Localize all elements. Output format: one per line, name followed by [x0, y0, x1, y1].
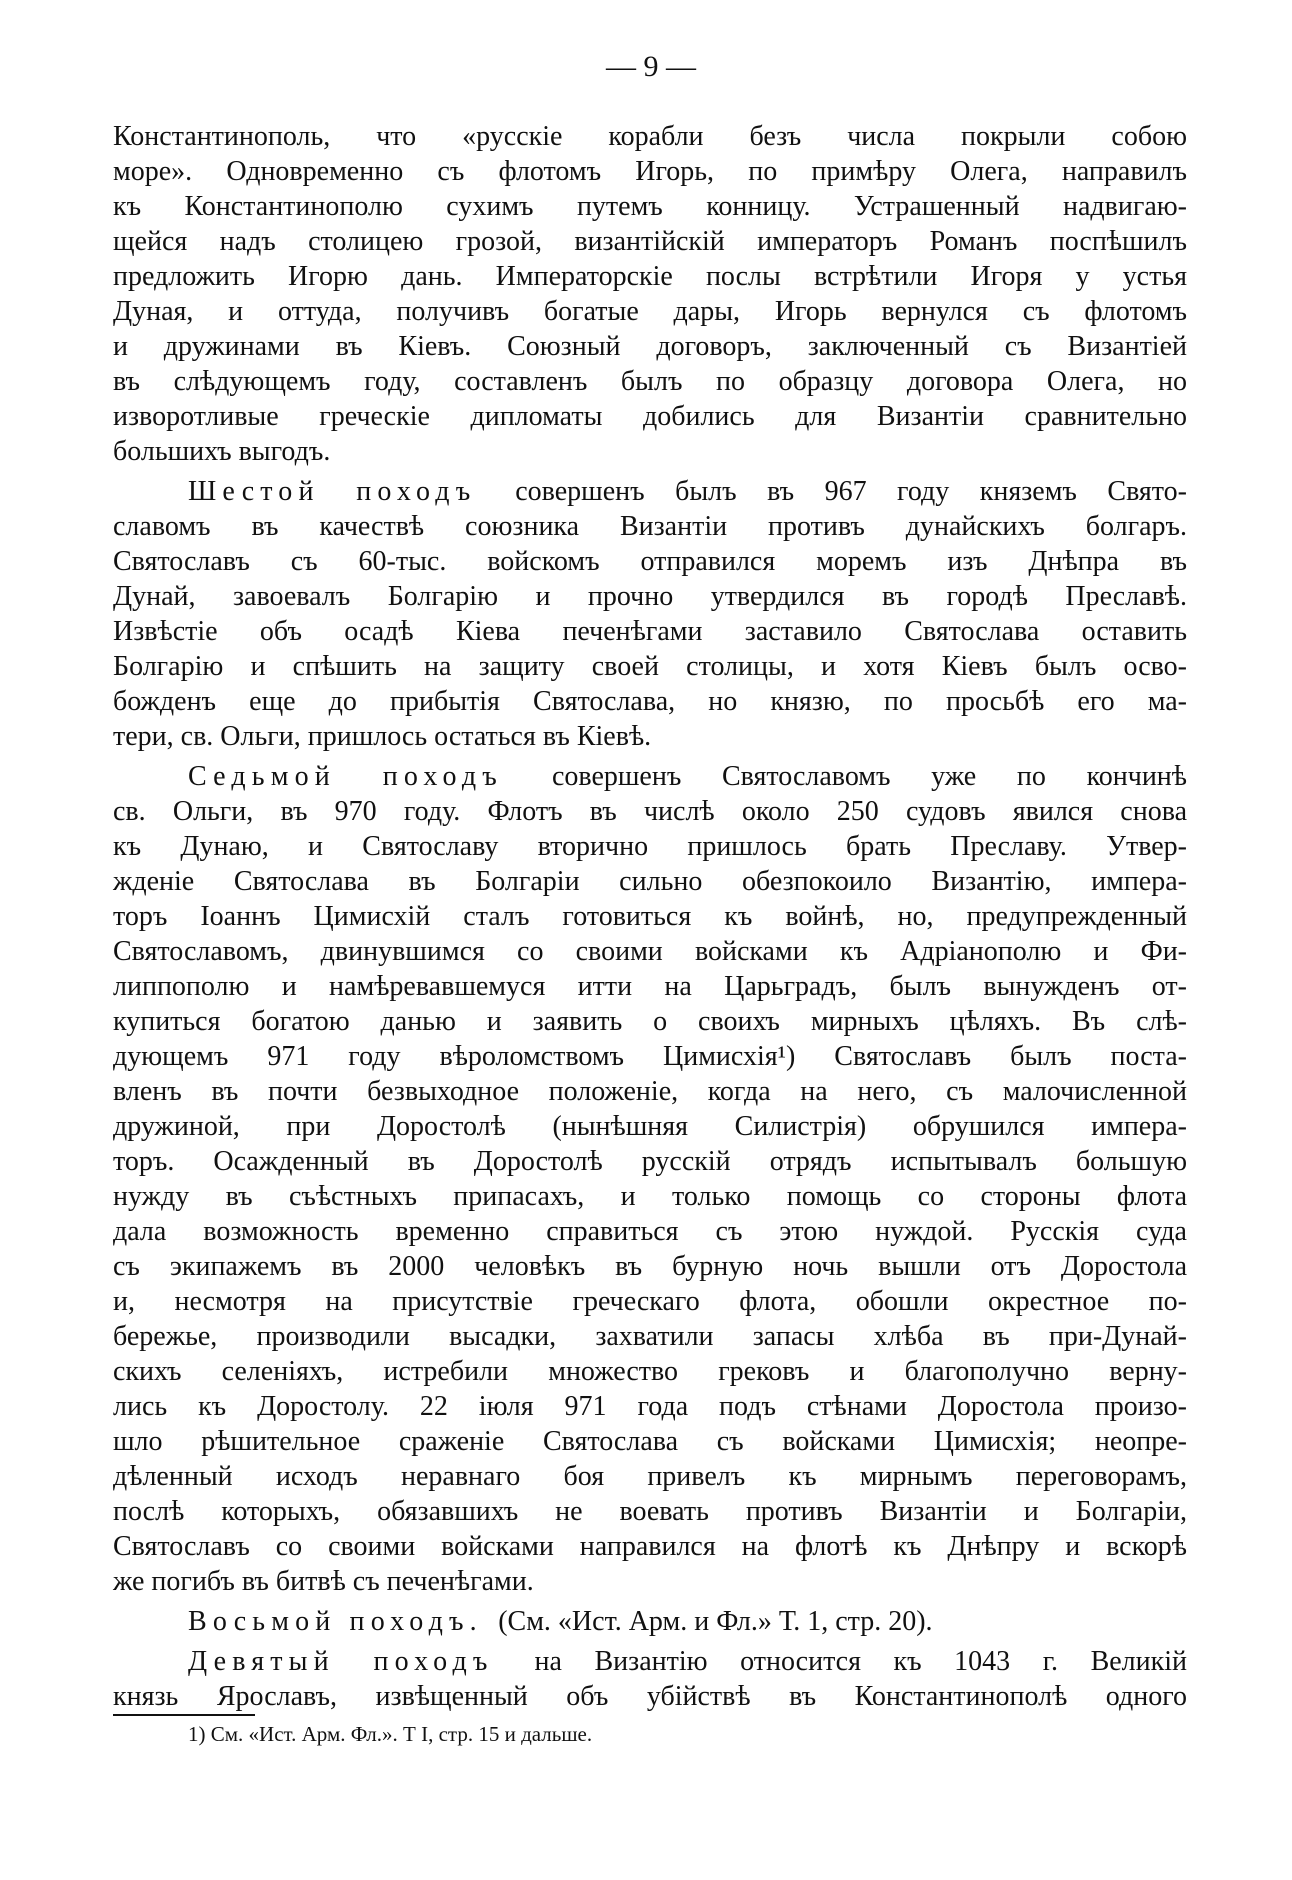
text-line — [113, 1644, 1187, 1679]
text-line — [113, 1679, 1187, 1714]
line-text: божденъ еще до прибытія Святослава, но князю, по просьбѣ его ма- — [113, 686, 1187, 717]
text-line — [113, 649, 1187, 684]
line-text: и, несмотря на присутствіе греческаго флота, обошли окрестное по- — [113, 1286, 1187, 1317]
line-text: бережье, производили высадки, захватили запасы хлѣба въ при-Дунай- — [113, 1321, 1187, 1352]
section-lead: Восьмой походъ. — [188, 1606, 483, 1637]
line-text: совершенъ былъ въ 967 году княземъ Свято- — [515, 476, 1187, 507]
text-line — [113, 1039, 1187, 1074]
line-text: жденіе Святослава въ Болгаріи сильно обезпокоило Византію, импера- — [113, 866, 1187, 897]
line-text: же погибъ въ битвѣ съ печенѣгами. — [113, 1566, 534, 1597]
line-text: Святославъ со своими войсками направился на флотѣ къ Днѣпру и вскорѣ — [113, 1531, 1187, 1562]
section-lead: Девятый походъ — [188, 1646, 494, 1677]
line-text: дующемъ 971 году вѣроломствомъ Цимисхія¹) Святославъ былъ поста- — [113, 1041, 1187, 1072]
paragraph — [113, 1604, 1187, 1639]
text-line — [113, 934, 1187, 969]
text-line — [113, 899, 1187, 934]
line-text: къ Дунаю, и Святославу вторично пришлось брать Преславу. Утвер- — [113, 831, 1187, 862]
line-text: Святославъ съ 60-тыс. войскомъ отправился моремъ изъ Днѣпра въ — [113, 546, 1187, 577]
text-line — [113, 684, 1187, 719]
text-line — [113, 719, 1187, 754]
paragraph — [113, 119, 1187, 469]
line-text: св. Ольги, въ 970 году. Флотъ въ числѣ около 250 судовъ явился снова — [113, 796, 1187, 827]
text-line — [113, 1179, 1187, 1214]
paragraph — [113, 759, 1187, 1599]
line-text: Болгарію и спѣшить на защиту своей столицы, и хотя Кіевъ былъ осво- — [113, 651, 1187, 682]
text-line — [113, 399, 1187, 434]
text-line — [113, 1389, 1187, 1424]
line-text: Константинополь, что «русскіе корабли безъ числа покрыли собою — [113, 121, 1187, 152]
line-text: скихъ селеніяхъ, истребили множество грековъ и благополучно верну- — [113, 1356, 1187, 1387]
section-lead: Седьмой походъ — [188, 761, 503, 792]
line-text: предложить Игорю дань. Императорскіе послы встрѣтили Игоря у устья — [113, 261, 1187, 292]
line-text: дружиной, при Доростолѣ (нынѣшняя Силистрія) обрушился импера- — [113, 1111, 1187, 1142]
section-lead: Шестой походъ — [188, 476, 477, 507]
text-line — [113, 434, 1187, 469]
line-text: совершенъ Святославомъ уже по кончинѣ — [551, 761, 1187, 792]
text-line — [113, 1109, 1187, 1144]
text-line — [113, 1249, 1187, 1284]
line-text: Дуная, и оттуда, получивъ богатые дары, Игорь вернулся съ флотомъ — [113, 296, 1187, 327]
line-text: славомъ въ качествѣ союзника Византіи противъ дунайскихъ болгаръ. — [113, 511, 1187, 542]
line-text: къ Константинополю сухимъ путемъ конницу. Устрашенный надвигаю- — [113, 191, 1187, 222]
paragraph — [113, 1644, 1187, 1714]
line-text: князь Ярославъ, извѣщенный объ убійствѣ въ Константинополѣ одного — [113, 1681, 1187, 1712]
line-text: вленъ въ почти безвыходное положеніе, когда на него, съ малочисленной — [113, 1076, 1187, 1107]
line-text: море». Одновременно съ флотомъ Игорь, по примѣру Олега, направилъ — [113, 156, 1187, 187]
line-text: липпополю и намѣревавшемуся итти на Царьградъ, былъ вынужденъ от- — [113, 971, 1187, 1002]
text-line — [113, 509, 1187, 544]
text-line — [113, 1354, 1187, 1389]
text-line — [113, 224, 1187, 259]
line-text: лись къ Доростолу. 22 іюля 971 года подъ стѣнами Доростола произо- — [113, 1391, 1187, 1422]
line-text: Святославомъ, двинувшимся со своими войсками къ Адріанополю и Фи- — [113, 936, 1187, 967]
page-number: — 9 — — [606, 50, 696, 83]
text-line — [113, 829, 1187, 864]
text-line — [113, 294, 1187, 329]
text-line — [113, 474, 1187, 509]
line-text: купиться богатою данью и заявить о своихъ мирныхъ цѣляхъ. Въ слѣ- — [113, 1006, 1187, 1037]
text-line — [113, 154, 1187, 189]
text-line — [113, 1604, 1187, 1639]
line-text: щейся надъ столицею грозой, византійскій императоръ Романъ поспѣшилъ — [113, 226, 1187, 257]
line-text: въ слѣдующемъ году, составленъ былъ по образцу договора Олега, но — [113, 366, 1187, 397]
text-line — [113, 544, 1187, 579]
line-text: дала возможность временно справиться съ этою нуждой. Русскія суда — [113, 1216, 1187, 1247]
text-line — [113, 329, 1187, 364]
line-text: большихъ выгодъ. — [113, 436, 331, 467]
line-text: торъ. Осажденный въ Доростолѣ русскій отрядъ испытывалъ большую — [113, 1146, 1187, 1177]
text-line — [113, 119, 1187, 154]
text-line — [113, 969, 1187, 1004]
text-line — [113, 1459, 1187, 1494]
line-text: дѣленный исходъ неравнаго боя привелъ къ мирнымъ переговорамъ, — [113, 1461, 1187, 1492]
text-line — [113, 364, 1187, 399]
line-text: нужду въ съѣстныхъ припасахъ, и только помощь со стороны флота — [113, 1181, 1187, 1212]
line-text: (См. «Ист. Арм. и Фл.» Т. 1, стр. 20). — [498, 1606, 933, 1637]
text-line — [113, 1284, 1187, 1319]
line-text: и дружинами въ Кіевъ. Союзный договоръ, заключенный съ Византіей — [113, 331, 1187, 362]
text-line — [113, 1144, 1187, 1179]
footnote-divider — [113, 1714, 255, 1716]
text-line — [113, 1494, 1187, 1529]
line-text: изворотливые греческіе дипломаты добились для Византіи сравнительно — [113, 401, 1187, 432]
line-text: послѣ которыхъ, обязавшихъ не воевать противъ Византіи и Болгаріи, — [113, 1496, 1187, 1527]
text-line — [113, 614, 1187, 649]
text-line — [113, 1004, 1187, 1039]
line-text: торъ Іоаннъ Цимисхій сталъ готовиться къ войнѣ, но, предупрежденный — [113, 901, 1187, 932]
text-line — [113, 794, 1187, 829]
line-text: съ экипажемъ въ 2000 человѣкъ въ бурную ночь вышли отъ Доростола — [113, 1251, 1187, 1282]
paragraph — [113, 474, 1187, 754]
text-line — [113, 1529, 1187, 1564]
line-text: шло рѣшительное сраженіе Святослава съ войсками Цимисхія; неопре- — [113, 1426, 1187, 1457]
line-text: Дунай, завоевалъ Болгарію и прочно утвердился въ городѣ Преславѣ. — [113, 581, 1187, 612]
text-line — [113, 1319, 1187, 1354]
text-line — [113, 189, 1187, 224]
text-line — [113, 259, 1187, 294]
text-line — [113, 1214, 1187, 1249]
text-line — [113, 864, 1187, 899]
footnote: 1) См. «Ист. Арм. Фл.». Т I, стр. 15 и дальше. — [188, 1722, 593, 1746]
line-text: на Византію относится къ 1043 г. Великій — [534, 1646, 1188, 1677]
text-line — [113, 1074, 1187, 1109]
body-text — [113, 119, 1187, 1719]
text-line — [113, 1564, 1187, 1599]
line-text: тери, св. Ольги, пришлось остаться въ Кіевѣ. — [113, 721, 652, 752]
text-line — [113, 579, 1187, 614]
line-text: Извѣстіе объ осадѣ Кіева печенѣгами заставило Святослава оставить — [113, 616, 1187, 647]
text-line — [113, 759, 1187, 794]
text-line — [113, 1424, 1187, 1459]
